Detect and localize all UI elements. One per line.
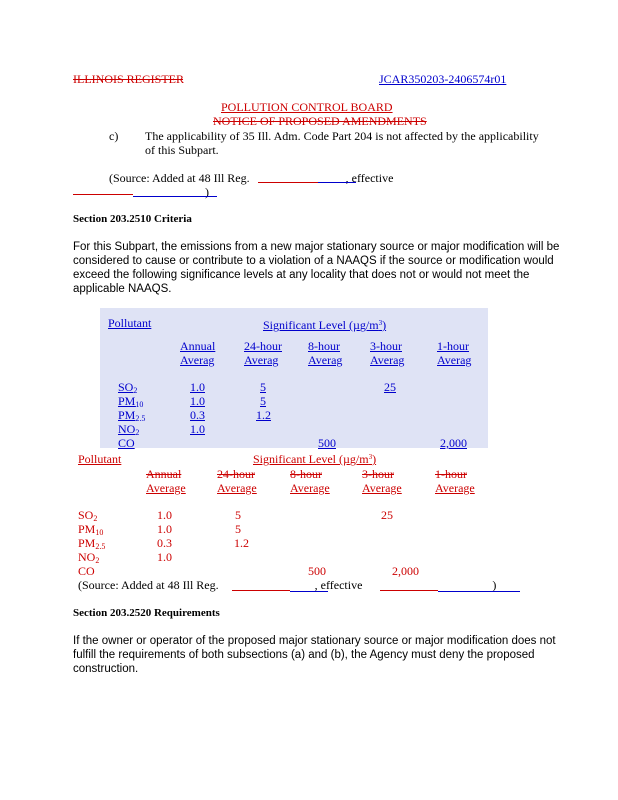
red-row-pollutant: $SO_2$ xyxy=(78,508,98,523)
blue-pollutant-header: Pollutant xyxy=(108,316,152,330)
red-cell: 1.0 xyxy=(157,522,172,536)
blue-cell: 1.2 xyxy=(256,408,271,422)
red-cell: 1.0 xyxy=(157,550,172,564)
red-cell: 2,000 xyxy=(392,564,419,578)
section-heading-criteria: Section 203.2510 Criteria xyxy=(73,213,192,225)
red-cell: 500 xyxy=(308,564,326,578)
board-title: POLLUTION CONTROL BOARD xyxy=(221,100,393,114)
criteria-para-line4: applicable NAAQS. xyxy=(73,283,172,295)
blue-col-24h: 24-hour Averag xyxy=(244,339,282,367)
red-level-header: Significant Level $(\mu g/m^3)$ xyxy=(253,452,377,466)
item-c-label: c) xyxy=(109,129,119,143)
requirements-para-line3: construction. xyxy=(73,663,139,675)
requirements-para-line1: If the owner or operator of the proposed major stationary source or major modification does not xyxy=(73,635,556,647)
blue-cell: 1.0 xyxy=(190,380,205,394)
register-header: ILLINOIS REGISTER xyxy=(73,72,184,86)
red-row-pollutant: $PM_{2.5}$ xyxy=(78,536,106,551)
red-col-8h-old: 8-hour xyxy=(290,467,322,481)
red-col-1h-new: Average xyxy=(435,481,475,495)
section-heading-requirements: Section 203.2520 Requirements xyxy=(73,607,220,619)
blue-cell: 5 xyxy=(260,394,266,408)
red-pollutant-header: Pollutant xyxy=(78,452,122,466)
criteria-para-line3: exceed the following significance levels at any locality that does not or would not meet the xyxy=(73,269,530,281)
red-cell: 5 xyxy=(235,508,241,522)
red-cell: 1.0 xyxy=(157,508,172,522)
red-col-3h-new: Average xyxy=(362,481,402,495)
red-col-24h-new: Average xyxy=(217,481,257,495)
red-row-pollutant: CO xyxy=(78,564,95,578)
red-row-pollutant: $NO_2$ xyxy=(78,550,100,565)
blue-row-pollutant: $NO_2$ xyxy=(118,422,140,437)
item-c-line2: of this Subpart. xyxy=(145,143,219,157)
notice-title: NOTICE OF PROPOSED AMENDMENTS xyxy=(213,114,427,128)
blue-cell: 5 xyxy=(260,380,266,394)
blue-col-3h: 3-hour Averag xyxy=(370,339,405,367)
criteria-para-line1: For this Subpart, the emissions from a new major stationary source or major modification will be xyxy=(73,241,560,253)
source-note-2: (Source: Added at 48 Ill Reg. , effective ) xyxy=(78,578,497,592)
red-row-pollutant: $PM_{10}$ xyxy=(78,522,104,537)
blue-cell: 500 xyxy=(318,436,336,450)
blue-row-pollutant: $PM_{2.5}$ xyxy=(118,408,146,423)
item-c-line1: The applicability of 35 Ill. Adm. Code Part 204 is not affected by the applicability xyxy=(145,129,539,143)
red-cell: 25 xyxy=(381,508,393,522)
blue-cell: 2,000 xyxy=(440,436,467,450)
red-col-1h-old: 1-hour xyxy=(435,467,467,481)
red-col-24h-old: 24-hour xyxy=(217,467,255,481)
source-note-1: (Source: Added at 48 Ill Reg. , effective xyxy=(109,171,394,185)
blue-row-pollutant: $SO_2$ xyxy=(118,380,138,395)
red-cell: 0.3 xyxy=(157,536,172,550)
blue-cell: 1.0 xyxy=(190,394,205,408)
blue-row-pollutant: CO xyxy=(118,436,135,450)
blue-level-header: Significant Level $(\mu g/m^3)$ xyxy=(263,318,387,332)
blue-col-1h: 1-hour Averag xyxy=(437,339,472,367)
red-col-annual-old: Annual xyxy=(146,467,182,481)
blue-cell: 25 xyxy=(384,380,396,394)
red-col-annual-new: Average xyxy=(146,481,186,495)
blue-cell: 1.0 xyxy=(190,422,205,436)
requirements-para-line2: fulfill the requirements of both subsections (a) and (b), the Agency must deny the proposed xyxy=(73,649,535,661)
blue-row-pollutant: $PM_{10}$ xyxy=(118,394,144,409)
red-cell: 5 xyxy=(235,522,241,536)
blue-col-8h: 8-hour Averag xyxy=(308,339,343,367)
source-note-1-close: ) xyxy=(205,185,209,199)
red-cell: 1.2 xyxy=(234,536,249,550)
criteria-para-line2: considered to cause or contribute to a violation of a NAAQS if the source or modification would xyxy=(73,255,554,267)
jcar-code: JCAR350203-2406574r01 xyxy=(379,72,507,86)
blue-col-annual: Annual Averag xyxy=(180,339,216,367)
red-col-3h-old: 3-hour xyxy=(362,467,394,481)
blue-cell: 0.3 xyxy=(190,408,205,422)
red-col-8h-new: Average xyxy=(290,481,330,495)
